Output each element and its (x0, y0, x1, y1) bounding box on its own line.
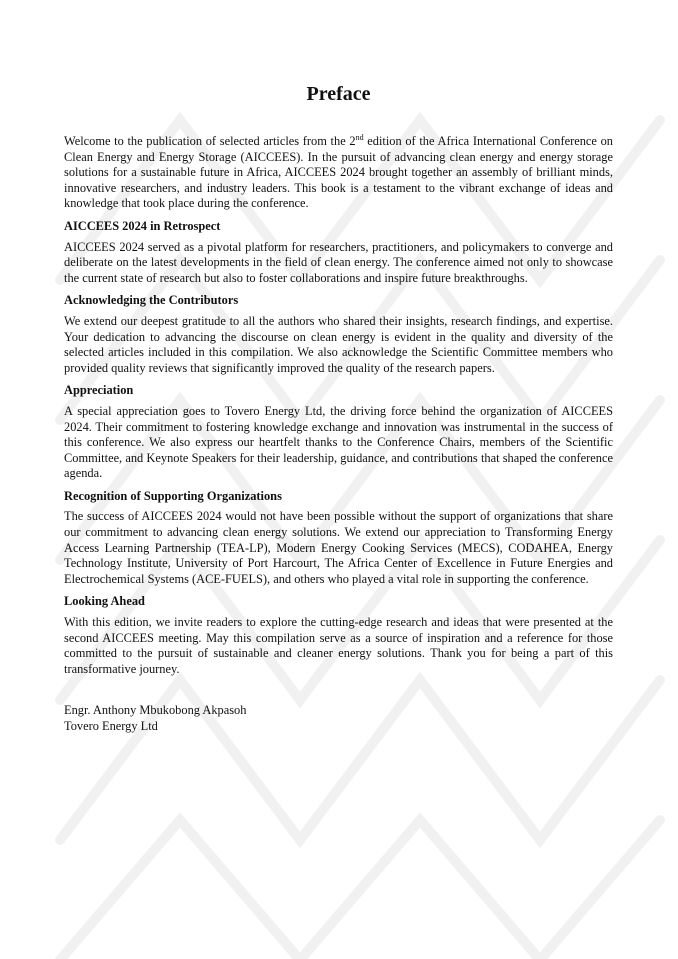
section-appreciation (64, 383, 613, 482)
intro-text-start: Welcome to the publication of selected articles from the 2 (64, 134, 356, 148)
section-contributors (64, 293, 613, 376)
section-supporting-organizations (64, 489, 613, 588)
section-looking-ahead (64, 594, 613, 677)
signature-name: Engr. Anthony Mbukobong Akpasoh (64, 703, 247, 718)
section-heading: Acknowledging the Contributors (64, 293, 239, 308)
page-title: Preface (306, 83, 371, 105)
section-heading: Looking Ahead (64, 594, 145, 609)
section-heading: AICCEES 2024 in Retrospect (64, 218, 221, 233)
signature-organization: Tovero Energy Ltd (64, 719, 158, 733)
intro-text-rest: edition of the Africa International Conference on Clean Energy and Energy Storage (AICCEES). In the pursuit of advancing clean energy and energy storage solutions for a sustainable future in Africa, AICCEES 2024 brought together an assembly of brilliant minds, innovative researchers, and industry leaders. This book is a testament to the vibrant exchange of ideas and knowledge that took place during the conference. (64, 134, 613, 211)
signature-block (64, 703, 613, 734)
intro-block (64, 134, 613, 212)
section-body: A special appreciation goes to Tovero Energy Ltd, the driving force behind the organization of AICCEES 2024. Their commitment to fostering knowledge exchange and innovation was instrumental in the success of this conference. We also express our heartfelt thanks to the Conference Chairs, members of the Scientific Committee, and Keynote Speakers for their leadership, guidance, and contributions that shaped the conference agenda. (64, 403, 613, 481)
section-body: The success of AICCEES 2024 would not have been possible without the support of organizations that share our commitment to advancing clean energy solutions. We extend our appreciation to Transforming Energy Access Learning Partnership (TEA-LP), Modern Energy Cooking Services (MECS), CODAHEA, Energy Technology Institute, University of Port Harcourt, The Africa Center of Excellence in Future Energies and Electrochemical Systems (ACE-FUELS), and others who played a vital role in supporting the conference. (64, 509, 613, 586)
section-heading: Recognition of Supporting Organizations (64, 488, 282, 503)
section-retrospect (64, 219, 613, 286)
preface-content (64, 80, 613, 735)
section-body: We extend our deepest gratitude to all the authors who shared their insights, research findings, and expertise. Your dedication to advancing the discourse on clean energy is evident in the quality and diversity of the selected articles included in this compilation. We also acknowledge the Scientific Committee members who provided quality reviews that significantly improved the quality of the research papers. (64, 313, 613, 375)
section-body: With this edition, we invite readers to explore the cutting-edge research and ideas that were presented at the second AICCEES meeting. May this compilation serve as a source of inspiration and a reference for those committed to the pursuit of sustainable and cleaner energy solutions. Thank you for being a part of this transformative journey. (64, 615, 613, 676)
intro-superscript: nd (355, 132, 364, 142)
section-body: AICCEES 2024 served as a pivotal platform for researchers, practitioners, and policymakers to converge and deliberate on the latest developments in the field of clean energy. The conference aimed not only to showcase the current state of research but also to foster collaborations and inspire future breakthroughs. (64, 239, 613, 285)
intro-paragraph (64, 134, 613, 212)
section-heading: Appreciation (64, 383, 134, 398)
